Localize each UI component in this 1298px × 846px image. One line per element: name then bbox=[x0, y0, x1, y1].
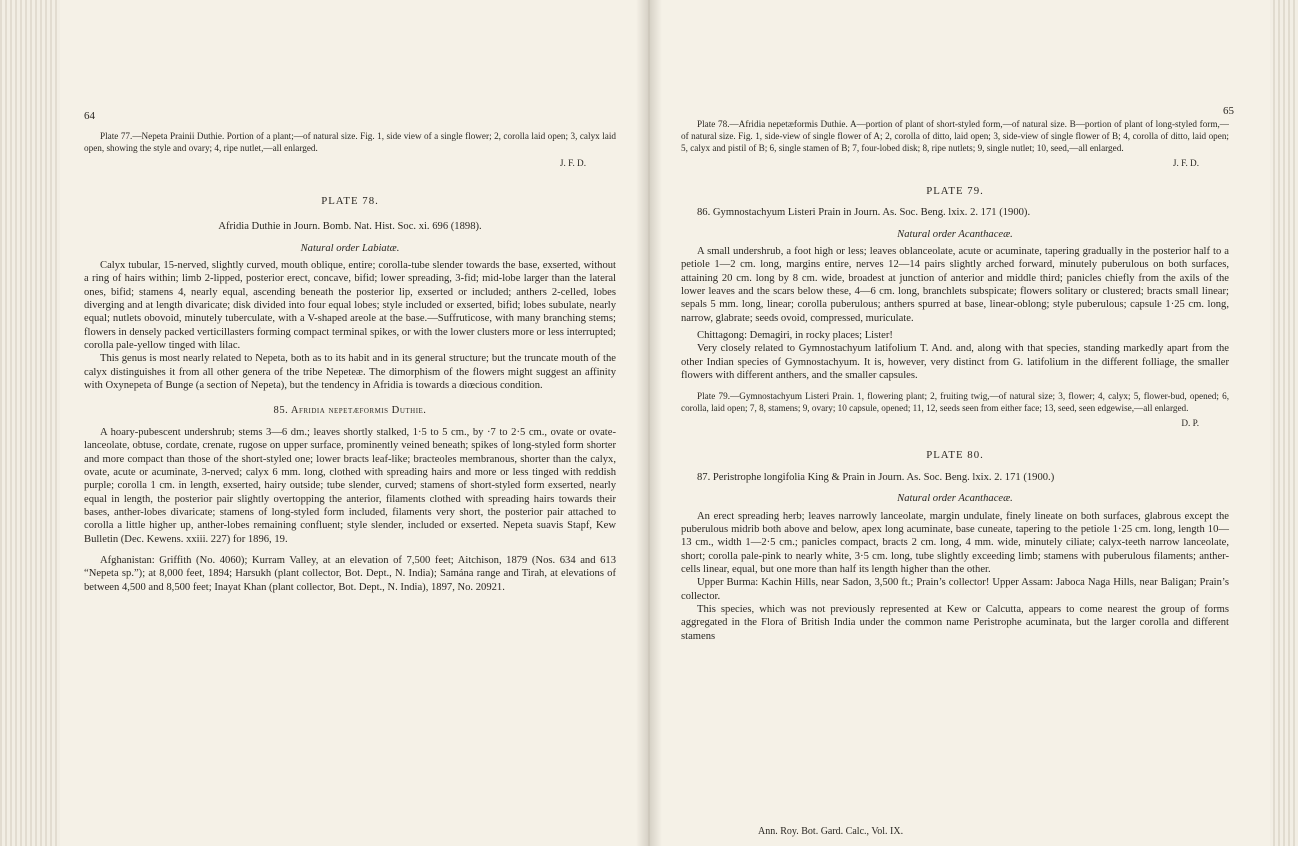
page-footer: Ann. Roy. Bot. Gard. Calc., Vol. IX. bbox=[758, 826, 904, 837]
plate79-signature: D. P. bbox=[1181, 418, 1199, 429]
plate78-note: This genus is most nearly related to Nepeta, both as to its habit and in its general structure; but the truncate mouth of the calyx distinguishes it from all other genera of the tribe Nepeteæ. The dimorphism of the flowers might suggest an affinity with Oxynepeta of Bunge (a section of Nepeta), but the tendency in Afridia is towards a diœcious condition. bbox=[84, 353, 616, 392]
right-column bbox=[681, 118, 1229, 643]
plate79-title: PLATE 79. bbox=[926, 185, 984, 197]
plate79-caption: Plate 79.—Gymnostachyum Listeri Prain. 1, flowering plant; 2, fruiting twig,—of natural size; 3, flower; 4, calyx; 5, flower-bud, opened; 6, corolla, laid open; 7, 8, stamens; 9, ovary; 10 capsule, opened; 11, 12, seeds seen from either face; 13, seed, seen edgewise,—all enlarged. bbox=[681, 391, 1229, 414]
book-gutter bbox=[636, 0, 662, 846]
species86-note: Very closely related to Gymnostachyum latifolium T. And. and, along with that species, standing markedly apart from the other Indian species of Gymnostachyum. It is, however, very distinct from G. latifolium in the different folliage, the smaller flowers with different anthers, and the smaller capsules. bbox=[681, 343, 1229, 382]
plate78-description: Calyx tubular, 15-nerved, slightly curved, mouth oblique, entire; corolla-tube slender towards the base, exserted, without a ring of hairs within; limb 2-lipped, posterior erect, concave, bifid; lower spreading, 3-fid; mid-lobe larger than the lateral ones, bifid; stamens 4, nearly equal, ascending beneath the posterior lip, exserted or included; anthers 2-celled, lobes diverging and at length divaricate; disk divided into four equal lobes; style included or exserted, bifid; lobes subulate, nearly equal; nutlets obovoid, minutely tuberculate, with a V-shaped areole at the base.—Suffruticose, with many branching stems; flowers in densely packed verticillasters forming compact terminal spikes, or with the lower clusters more or less interrupted; corolla pale-yellow tinged with lilac. bbox=[84, 260, 616, 352]
species85-locality: Afghanistan: Griffith (No. 4060); Kurram Valley, at an elevation of 7,500 feet; Aitchison, 1879 (Nos. 634 and 613 “Nepeta sp.”); at 8,000 feet, 1894; Harsukh (plant collector, Bot. Dept., N. India); Samána range and Tirah, at elevations of between 4,500 and 8,500 feet; Inayat Khan (plant collector, Bot. Dept., N. India), 1897, No. 20921. bbox=[84, 554, 616, 593]
plate80-order: Natural order Acanthaceæ. bbox=[897, 493, 1013, 505]
page-number-right: 65 bbox=[1223, 105, 1234, 117]
plate80-title: PLATE 80. bbox=[926, 449, 984, 462]
species87-note: This species, which was not previously represented at Kew or Calcutta, appears to come nearest the group of forms aggregated in the Flora of British India under the common name Peristrophe acuminata, but the larger corolla and different stamens bbox=[681, 603, 1229, 642]
plate77-caption: Plate 77.—Nepeta Prainii Duthie. Portion of a plant;—of natural size. Fig. 1, side view of a single flower; 2, corolla laid open; 3, calyx laid open, showing the style and ovary; 4, ripe nutlet,—all enlarged. bbox=[84, 131, 616, 153]
plate78-signature: J. F. D. bbox=[1172, 158, 1199, 168]
left-page-edges bbox=[0, 0, 60, 846]
page-number-left: 64 bbox=[84, 110, 95, 122]
plate78-reference: Afridia Duthie in Journ. Bomb. Nat. Hist. Soc. xi. 696 (1898). bbox=[218, 221, 482, 233]
species85-description: A hoary-pubescent undershrub; stems 3—6 dm.; leaves shortly stalked, 1·5 to 5 cm., by ·7 to 2·5 cm., ovate or ovate-lanceolate, obtuse, cordate, crenate, rugose on upper surface, prominently veined beneath; spikes of long-styled form shorter and more compact than those of the short-styled one; lower bracts leaf-like; bracteoles membranous, shorter than the calyx, ovate, acute or acuminate, 3-nerved; calyx 6 mm. long, clothed with spreading hairs and more or less tinged with reddish purple; corolla 1 cm. in length, exserted, hairy outside; tube slender, curved; stamens of short-styled form exserted, nearly equal in length, the posterior pair slightly overtopping the anterior, filaments clothed with spreading hairs towards their bases, anther-lobes divaricate; stamens of long-styled form included, filaments very short, the posterior pair attached to corolla a little higher up, anther-lobes remaining confluent; style slender, included or exserted. Nepeta suavis Stapf, Kew Bulletin (Dec. Kewens. xxiii. 227) for 1896, 19. bbox=[84, 426, 616, 545]
plate78-caption-right: Plate 78.—Afridia nepetæformis Duthie. A—portion of plant of short-styled form,—of natural size. B—portion of plant of long-styled form,—of natural size. Fig. 1, side-view of single flower of A; 2, corolla of ditto, laid open; 3, side-view of single flower of B; 4, corolla of ditto, laid open; 5, calyx and pistil of B; 6, single stamen of B; 7, four-lobed disk; 8, ripe nutlets; 9, single nutlet; 10, seed,—all enlarged. bbox=[681, 119, 1229, 153]
species87-locality: Upper Burma: Kachin Hills, near Sadon, 3,500 ft.; Prain’s collector! Upper Assam: Jaboca Naga Hills, near Baligan; Prain’s collector. bbox=[681, 577, 1229, 602]
plate77-signature: J. F. D. bbox=[559, 158, 586, 168]
plate78-title: PLATE 78. bbox=[321, 195, 379, 207]
plate79-order: Natural order Acanthaceæ. bbox=[897, 228, 1013, 240]
species86-title: 86. Gymnostachyum Listeri Prain in Journ. As. Soc. Beng. lxix. 2. 171 (1900). bbox=[697, 207, 1031, 219]
left-page bbox=[0, 0, 648, 846]
species86-locality: Chittagong: Demagiri, in rocky places; Lister! bbox=[697, 330, 893, 342]
right-page-edges bbox=[1270, 0, 1298, 846]
species87-description: An erect spreading herb; leaves narrowly lanceolate, margin undulate, finely lineate on both surfaces, glabrous except the puberulous midrib both above and below, apex long acuminate, base cuneate, tapering to the petiole 1·25 cm. long, length 10—13 cm., width 1—2·5 cm.; panicles compact, bracts 2 cm. long, 4 mm. wide, minutely ciliate; calyx-teeth narrow lanceolate, short; corolla pale-pink to nearly white, 3·5 cm. long, tube slightly exceeding limb; stamens with puberulous filaments; anther-cells linear, equal, but one more than half its length higher than the other. bbox=[681, 510, 1229, 575]
left-column bbox=[84, 130, 616, 594]
species86-description: A small undershrub, a foot high or less; leaves oblanceolate, acute or acuminate, tapering gradually in the posterior half to a petiole 1—2 cm. long, margins entire, nerves 12—14 pairs slightly arched forward, minutely puberulous on both surfaces, attaining 20 cm. long by 8 cm. wide, broadest at junction of anterior and middle third; panicles chiefly from the axils of the lower leaves and the scars below these, 4—6 cm. long, branchlets subspicate; flowers solitary or clustered; bracts small linear; sepals 5 mm. long, linear; corolla puberulous; anthers spurred at base, linear-oblong; style puberulous; capsule 1·25 cm. long, narrow, glabrate; seeds ovoid, compressed, muriculate. bbox=[681, 246, 1229, 324]
species87-title: 87. Peristrophe longifolia King & Prain in Journ. As. Soc. Beng. lxix. 2. 171 (1900.) bbox=[697, 471, 1055, 483]
right-page bbox=[650, 0, 1298, 846]
species85-title: 85. Afridia nepetæformis Duthie. bbox=[273, 405, 427, 417]
plate78-order: Natural order Labiatæ. bbox=[300, 242, 400, 254]
